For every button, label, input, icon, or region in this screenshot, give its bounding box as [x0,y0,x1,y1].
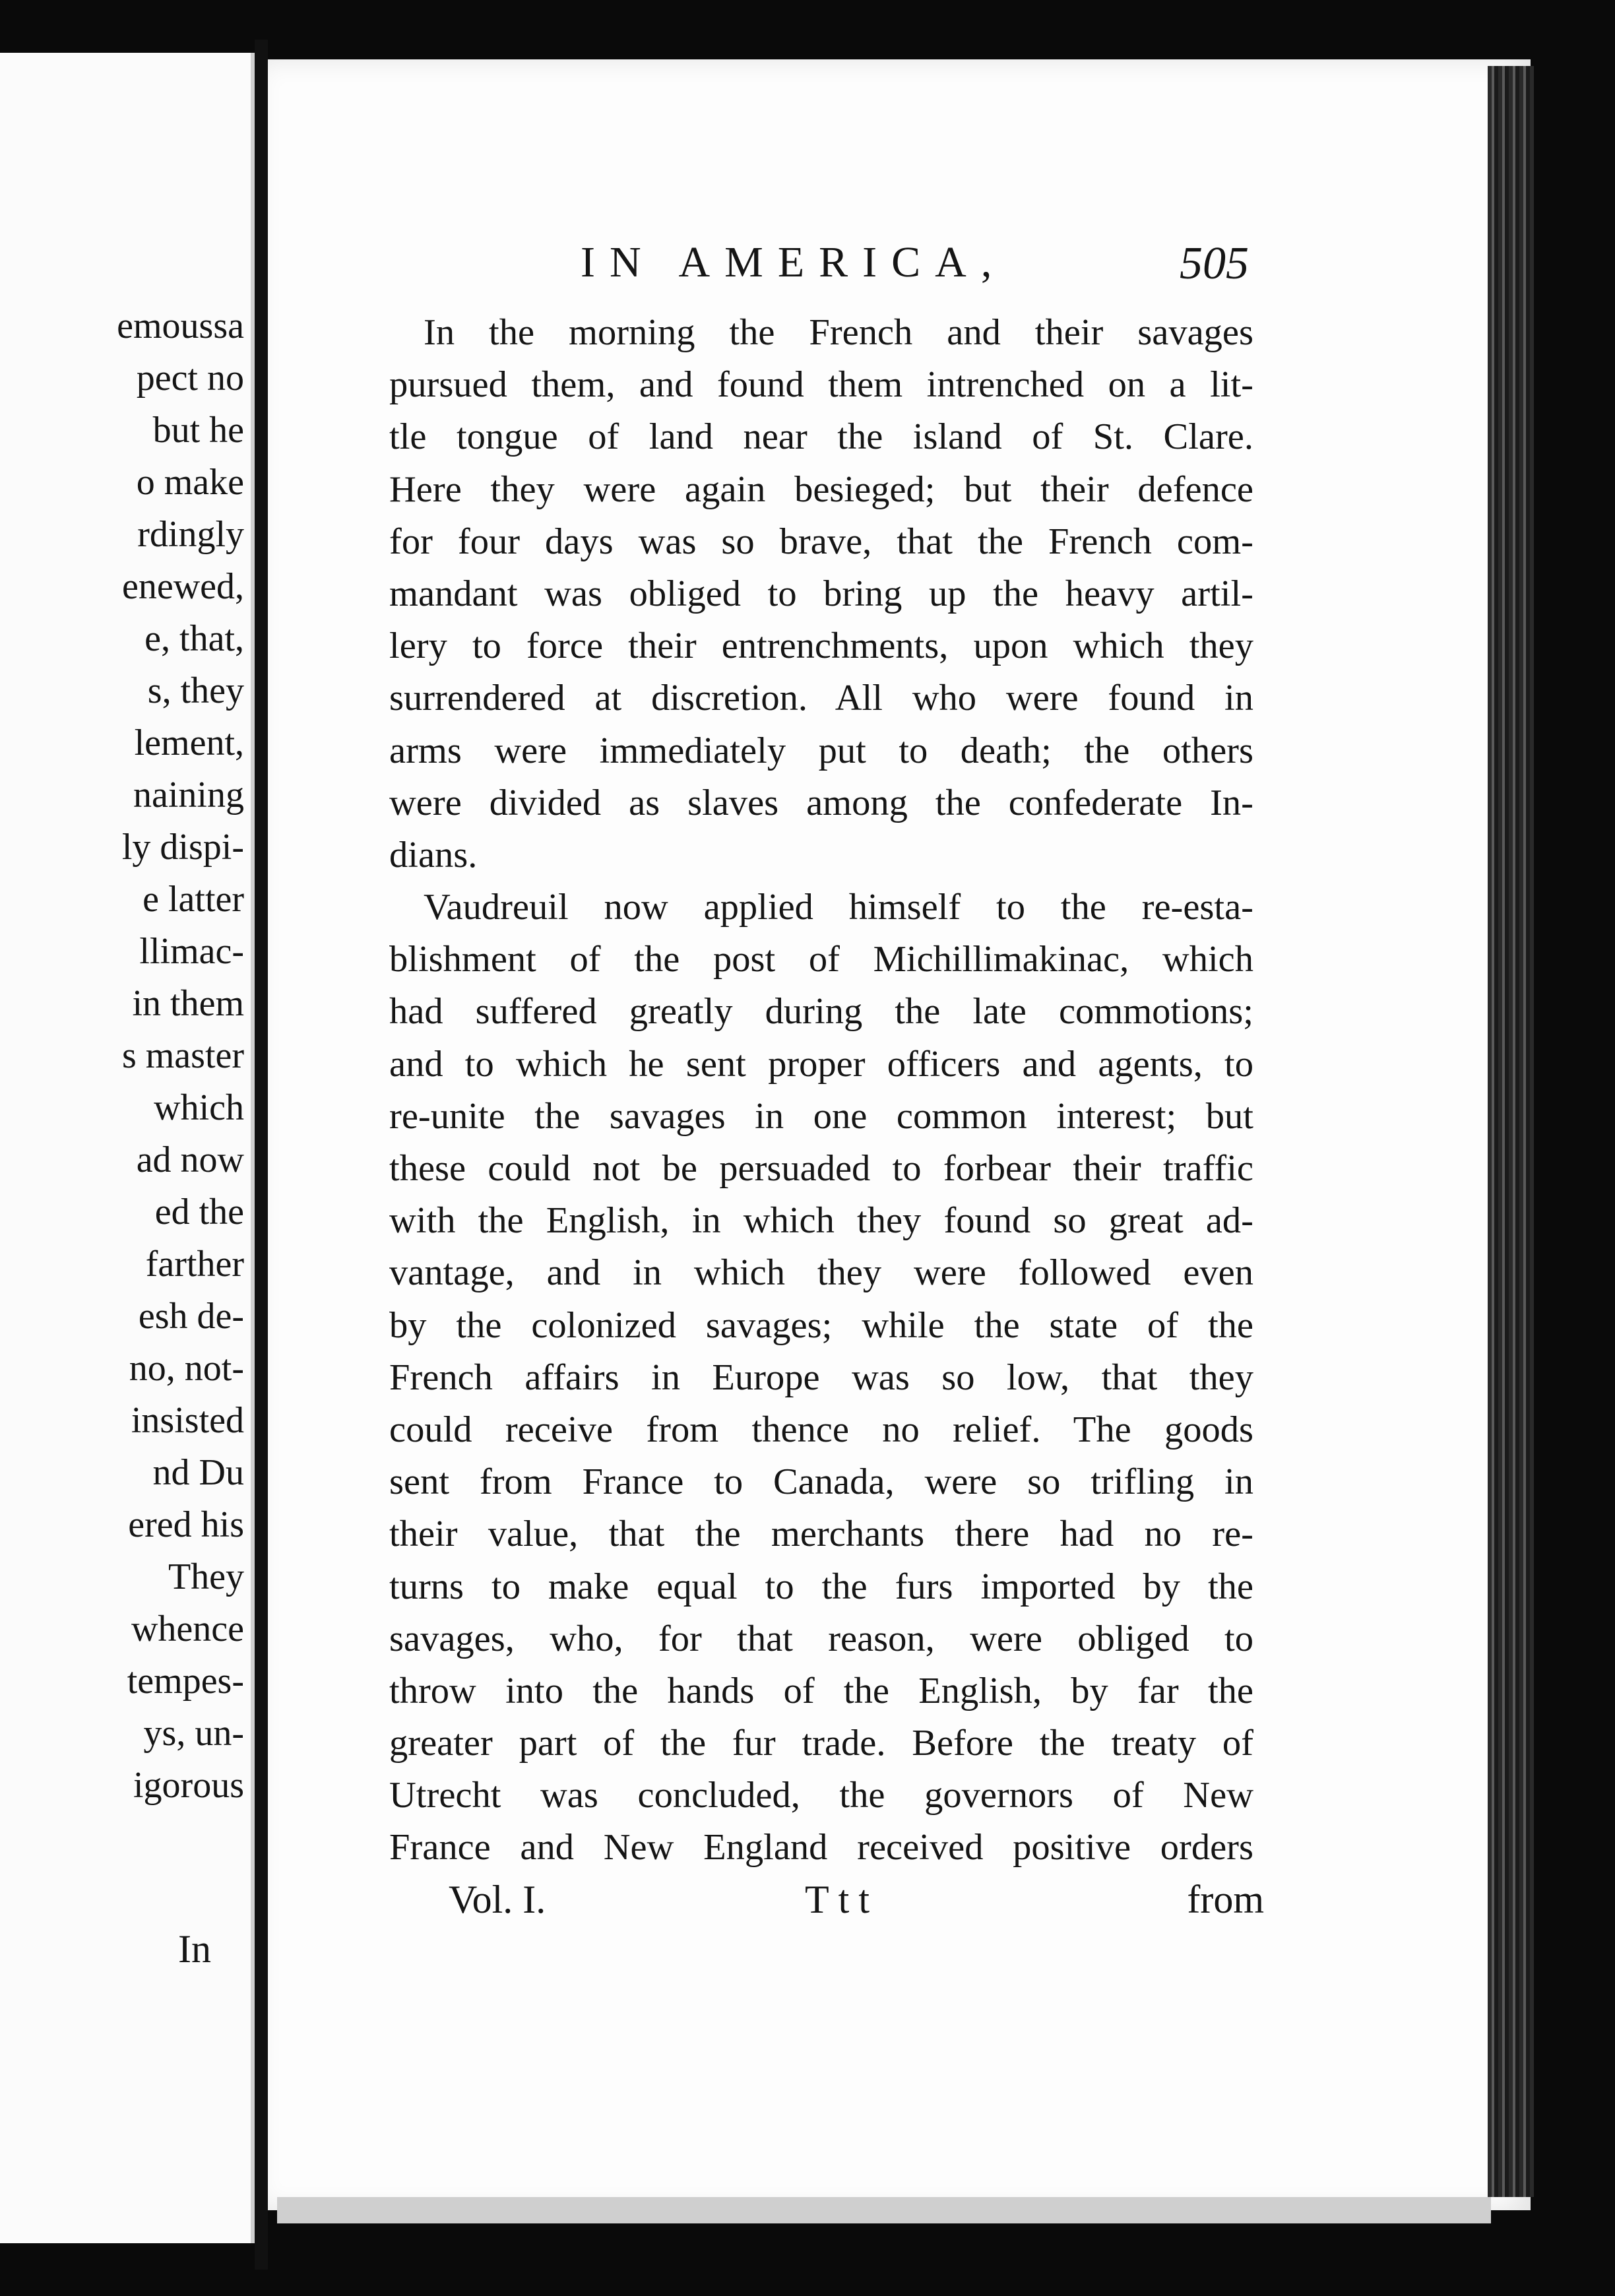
left-page-line: e, that, [144,618,244,659]
text-line: vantage, and in which they were followed even [389,1252,1253,1294]
text-line: mandant was obliged to bring up the heavy artil- [389,573,1253,614]
left-page-line: s, they [147,670,244,711]
left-page-line: naining [133,775,244,815]
left-page-line: no, not- [129,1348,244,1389]
left-page-line: insisted [131,1400,244,1441]
text-line: throw into the hands of the English, by far the [389,1670,1253,1711]
left-page-line: in them [132,983,244,1024]
text-line: greater part of the fur trade. Before the treaty of [389,1723,1253,1764]
left-page-line: rdingly [137,514,244,555]
signature-mark: Ttt [805,1878,879,1921]
left-page-text [0,300,247,1812]
left-page-catchword: In [178,1927,211,1971]
left-page-line: emoussa [117,305,244,346]
text-line: turns to make equal to the furs imported by the [389,1566,1253,1607]
left-page-line: They [168,1556,244,1597]
text-line: and to which he sent proper officers and agents, to [389,1043,1253,1085]
left-page [0,53,255,2243]
left-page-line: esh de- [138,1296,244,1337]
text-line: Utrecht was concluded, the governors of New [389,1775,1253,1816]
text-line: Here they were again besieged; but their defence [389,468,1253,510]
text-line: pursued them, and found them intrenched on a lit- [389,364,1253,406]
text-line: In the morning the French and their savages [424,312,1253,353]
page-edges [1488,66,1534,2197]
page-number: 505 [1180,238,1249,289]
left-page-line: nd Du [152,1452,244,1493]
text-line: for four days was so brave, that the French com- [389,521,1253,562]
left-page-line: ered his [128,1504,244,1545]
left-page-line: but he [152,410,244,451]
catchword: from [1187,1878,1264,1921]
left-page-line: llimac- [139,931,244,972]
left-page-line: farther [145,1244,244,1285]
text-line: sent from France to Canada, were so trifling in [389,1461,1253,1503]
text-line: tle tongue of land near the island of St. Clare. [389,416,1253,458]
text-line: arms were immediately put to death; the others [389,730,1253,771]
text-line: savages, who, for that reason, were obliged to [389,1618,1253,1659]
text-line: dians. [389,834,478,876]
page-bottom-shadow [277,2197,1491,2223]
text-line: were divided as slaves among the confederate In- [389,782,1253,823]
left-page-line: lement, [134,722,244,763]
running-head: IN AMERICA, [581,238,1007,286]
text-line: lery to force their entrenchments, upon which they [389,625,1253,667]
volume-label: Vol. I. [449,1878,546,1921]
left-page-line: tempes- [127,1661,244,1702]
text-line: blishment of the post of Michillimakinac, which [389,939,1253,980]
text-line: these could not be persuaded to forbear their traffic [389,1148,1253,1189]
left-page-line: s master [121,1035,244,1076]
page-footer [449,1877,1267,1930]
text-line: Vaudreuil now applied himself to the re-esta- [424,887,1253,928]
left-page-line: which [154,1087,244,1128]
text-line: re-unite the savages in one common interest; but [389,1095,1253,1137]
text-line: surrendered at discretion. All who were found in [389,678,1253,719]
body-text [389,307,1253,1874]
left-page-line: whence [131,1609,244,1649]
left-page-line: ed the [154,1192,244,1232]
text-line: their value, that the merchants there had no re- [389,1514,1253,1555]
left-page-line: enewed, [121,566,244,607]
text-line: with the English, in which they found so great ad- [389,1200,1253,1242]
text-line: by the colonized savages; while the state of the [389,1304,1253,1346]
text-line: France and New England received positive orders [389,1827,1253,1868]
left-page-line: ad now [136,1139,244,1180]
left-page-line: ys, un- [143,1713,244,1754]
text-line: could receive from thence no relief. The goods [389,1409,1253,1450]
book-gutter [255,40,268,2270]
text-line: had suffered greatly during the late commotions; [389,991,1253,1033]
text-line: French affairs in Europe was so low, that they [389,1356,1253,1398]
left-page-line: pect no [136,358,244,399]
left-page-line: e latter [142,879,244,920]
left-page-line: o make [136,462,244,503]
left-page-line: igorous [133,1765,244,1806]
left-page-line: ly dispi- [121,827,244,868]
